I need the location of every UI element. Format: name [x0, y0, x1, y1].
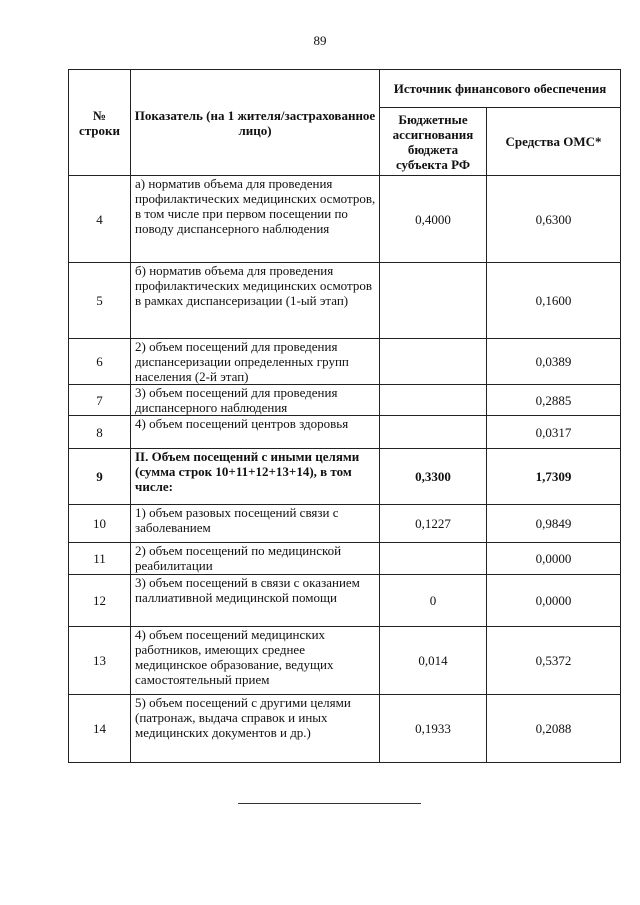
- table-row: [69, 543, 621, 575]
- table-row: [69, 449, 621, 505]
- indicator-cell: 2) объем посещений по медицинской реабилитации: [131, 543, 380, 575]
- financing-table: [68, 69, 621, 763]
- row-number-cell: 12: [69, 575, 131, 627]
- row-number-cell: 10: [69, 505, 131, 543]
- oms-value-cell: 0,2088: [487, 695, 621, 763]
- row-number-cell: 14: [69, 695, 131, 763]
- row-number-cell: 9: [69, 449, 131, 505]
- footer-divider: [238, 803, 421, 804]
- budget-value-cell: 0,014: [380, 627, 487, 695]
- oms-value-cell: 0,0000: [487, 575, 621, 627]
- table-row: [69, 627, 621, 695]
- indicator-cell: 4) объем посещений центров здоровья: [131, 416, 380, 449]
- table-row: [69, 176, 621, 263]
- indicator-cell: 4) объем посещений медицинских работников, имеющих среднее медицинское образование, ведущих самостоятельный прием: [131, 627, 380, 695]
- oms-value-cell: 0,2885: [487, 385, 621, 416]
- row-number-cell: 4: [69, 176, 131, 263]
- oms-value-cell: 0,0000: [487, 543, 621, 575]
- budget-value-cell: [380, 543, 487, 575]
- budget-value-cell: 0,1227: [380, 505, 487, 543]
- indicator-cell: 5) объем посещений с другими целями (патронаж, выдача справок и иных медицинских документов и др.): [131, 695, 380, 763]
- header-budget: Бюджетные ассигнования бюджета субъекта РФ: [380, 108, 487, 176]
- budget-value-cell: 0,4000: [380, 176, 487, 263]
- budget-value-cell: [380, 339, 487, 385]
- page-number: 89: [313, 33, 327, 48]
- row-number-cell: 13: [69, 627, 131, 695]
- indicator-cell: 3) объем посещений для проведения диспансерного наблюдения: [131, 385, 380, 416]
- table-row: [69, 505, 621, 543]
- table-row: [69, 416, 621, 449]
- indicator-cell: 1) объем разовых посещений связи с заболеванием: [131, 505, 380, 543]
- budget-value-cell: 0: [380, 575, 487, 627]
- budget-value-cell: [380, 416, 487, 449]
- row-number-cell: 5: [69, 263, 131, 339]
- oms-value-cell: 1,7309: [487, 449, 621, 505]
- budget-value-cell: 0,1933: [380, 695, 487, 763]
- indicator-cell: 2) объем посещений для проведения диспансеризации определенных групп населения (2-й этап): [131, 339, 380, 385]
- indicator-cell: 3) объем посещений в связи с оказанием паллиативной медицинской помощи: [131, 575, 380, 627]
- row-number-cell: 8: [69, 416, 131, 449]
- table-row: [69, 263, 621, 339]
- indicator-cell: а) норматив объема для проведения профилактических медицинских осмотров, в том числе при первом посещении по поводу диспансерного наблюдения: [131, 176, 380, 263]
- table-row: [69, 385, 621, 416]
- row-number-cell: 11: [69, 543, 131, 575]
- oms-value-cell: 0,5372: [487, 627, 621, 695]
- table-row: [69, 695, 621, 763]
- oms-value-cell: 0,0389: [487, 339, 621, 385]
- header-oms: Средства ОМС*: [487, 108, 621, 176]
- budget-value-cell: 0,3300: [380, 449, 487, 505]
- row-number-cell: 6: [69, 339, 131, 385]
- budget-value-cell: [380, 263, 487, 339]
- table-row: [69, 575, 621, 627]
- oms-value-cell: 0,9849: [487, 505, 621, 543]
- oms-value-cell: 0,6300: [487, 176, 621, 263]
- oms-value-cell: 0,1600: [487, 263, 621, 339]
- budget-value-cell: [380, 385, 487, 416]
- oms-value-cell: 0,0317: [487, 416, 621, 449]
- header-funding-source: Источник финансового обеспечения: [380, 70, 621, 108]
- table-body: [69, 176, 621, 763]
- header-row-number: № строки: [69, 70, 131, 176]
- indicator-cell: б) норматив объема для проведения профилактических медицинских осмотров в рамках диспансеризации (1-ый этап): [131, 263, 380, 339]
- indicator-cell: II. Объем посещений с иными целями (сумма строк 10+11+12+13+14), в том числе:: [131, 449, 380, 505]
- table-row: [69, 339, 621, 385]
- header-indicator: Показатель (на 1 жителя/застрахованное лицо): [131, 70, 380, 176]
- row-number-cell: 7: [69, 385, 131, 416]
